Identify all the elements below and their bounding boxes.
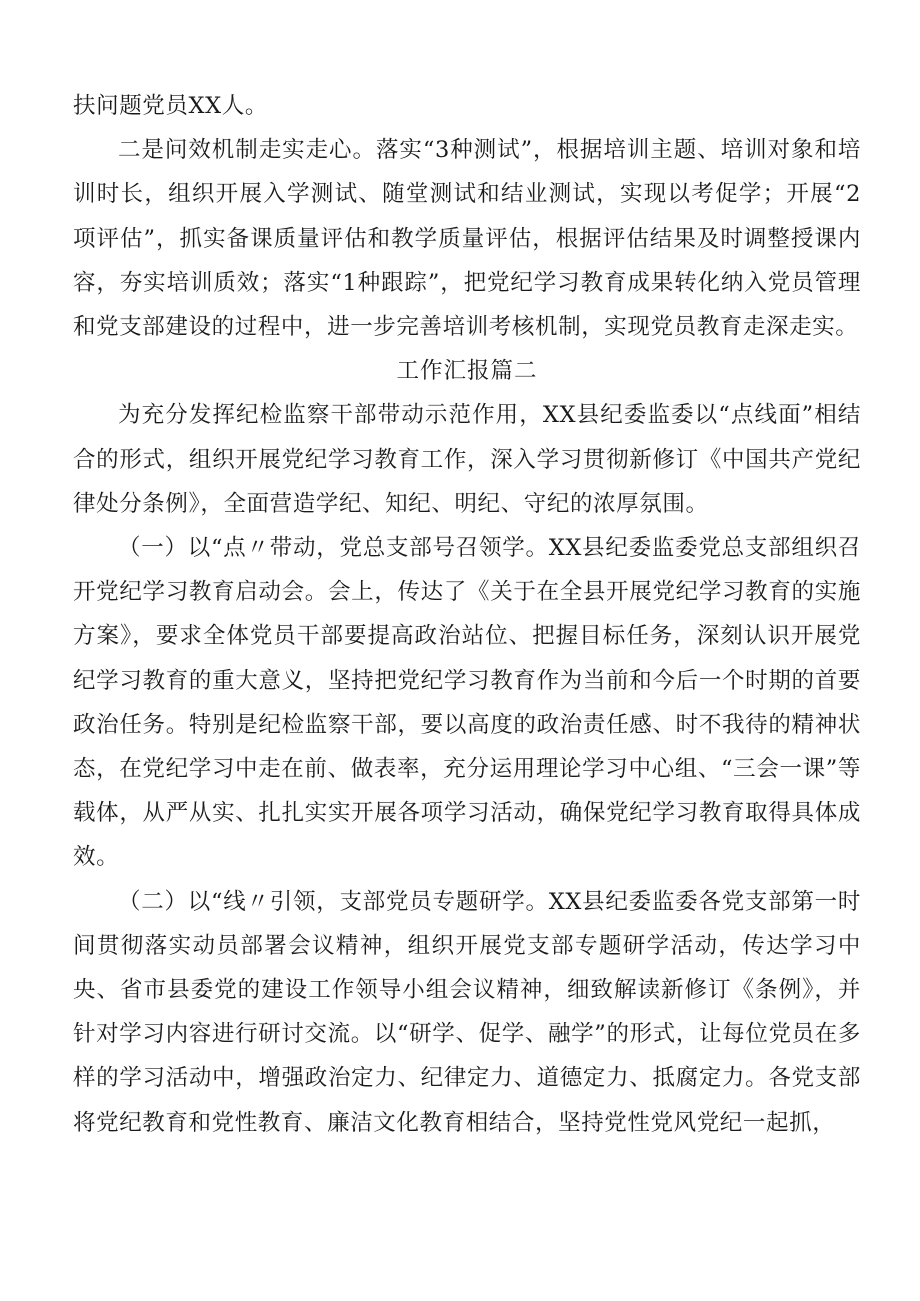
paragraph-point: （一）以“点〃带动，党总支部号召领学。XX县纪委监委党总支部组织召开党纪学习教育启动会。会上，传达了《关于在全县开展党纪学习教育的实施方案》，要求全体党员干部要提高政治站位、把握目标任务，深刻认识开展党纪学习教育的重大意义，坚持把党纪学习教育作为当前和今后一个时期的首要政治任务。特别是纪检监察干部，要以高度的政治责任感、时不我待的精神状态，在党纪学习中走在前、做表率，充分运用理论学习中心组、“三会一课”等载体，从严从实、扎扎实实开展各项学习活动，确保党纪学习教育取得具体成效。 xyxy=(73,535,861,871)
paragraph-intro: 为充分发挥纪检监察干部带动示范作用，XX县纪委监委以“点线面”相结合的形式，组织开展党纪学习教育工作，深入学习贯彻新修订《中国共产党纪律处分条例》，全面营造学纪、知纪、明纪、守纪的浓厚氛围。 xyxy=(73,402,861,517)
paragraph-continuation: 扶问题党员XX人。 xyxy=(73,93,268,119)
section-heading: 工作汇报篇二 xyxy=(396,358,538,385)
paragraph-line: （二）以“线〃引领，支部党员专题研学。XX县纪委监委各党支部第一时间贯彻落实动员部署会议精神，组织开展党支部专题研学活动，传达学习中央、省市县委党的建设工作领导小组会议精神，细致解读新修订《条例》，并针对学习内容进行研讨交流。以“研学、促学、融学”的形式，让每位党员在多样的学习活动中，增强政治定力、纪律定力、道德定力、抵腐定力。各党支部将党纪教育和党性教育、廉洁文化教育相结合，坚持党性党风党纪一起抓， xyxy=(73,888,861,1136)
paragraph-accountability: 二是问效机制走实走心。落实“3种测试”，根据培训主题、培训对象和培训时长，组织开展入学测试、随堂测试和结业测试，实现以考促学；开展“2项评估”，抓实备课质量评估和教学质量评估，根据评估结果及时调整授课内容，夯实培训质效；落实“1种跟踪”，把党纪学习教育成果转化纳入党员管理和党支部建设的过程中，进一步完善培训考核机制，实现党员教育走深走实。 xyxy=(73,137,861,341)
document-body xyxy=(73,84,861,1145)
